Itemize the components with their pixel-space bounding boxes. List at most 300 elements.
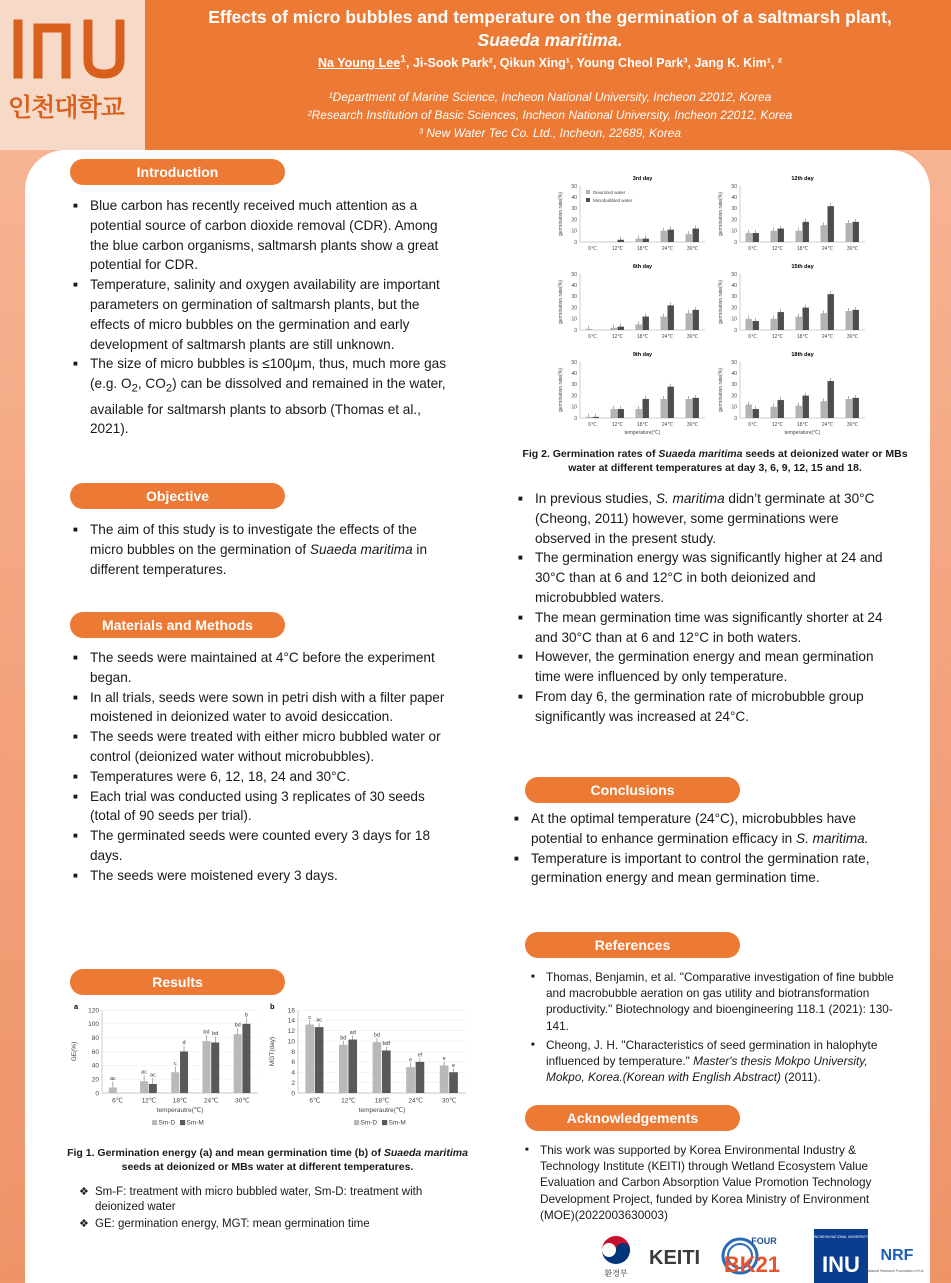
data-label: bd bbox=[340, 1035, 347, 1042]
bar bbox=[778, 312, 784, 330]
legend-swatch bbox=[354, 1120, 359, 1125]
moe-label: 환경부 bbox=[604, 1269, 628, 1278]
x-tick-label: 6℃ bbox=[309, 1097, 321, 1105]
legend-label: Microbubbled water bbox=[593, 198, 633, 203]
panel-title: 15th day bbox=[791, 264, 814, 270]
y-tick-label: 0 bbox=[574, 327, 577, 334]
list-item: ■ The seeds were treated with either micro bubbled water or control (deionized water without microbubbles). bbox=[73, 727, 453, 767]
data-label: c bbox=[173, 1060, 177, 1067]
y-tick-label: 80 bbox=[91, 1034, 99, 1042]
bar bbox=[661, 399, 667, 418]
bar bbox=[668, 387, 674, 418]
legend-label: Sm-D bbox=[158, 1119, 176, 1127]
x-tick-label: 12℃ bbox=[611, 422, 624, 428]
y-tick-label: 40 bbox=[571, 370, 577, 377]
y-tick-label: 50 bbox=[731, 271, 737, 278]
y-tick-label: 40 bbox=[731, 370, 737, 377]
y-tick-label: 40 bbox=[731, 282, 737, 289]
list-item bbox=[73, 520, 448, 579]
list-item: ■ The seeds were moistened every 3 days. bbox=[73, 866, 453, 886]
bar bbox=[746, 319, 752, 330]
y-tick-label: 0 bbox=[734, 239, 737, 246]
other-authors: , Ji-Sook Park², Qikun Xing¹, Young Cheol Park³, Jang K. Kim¹, ² bbox=[406, 56, 782, 71]
bar-chart bbox=[718, 352, 865, 436]
bar bbox=[242, 1024, 250, 1093]
subscript: 2 bbox=[131, 382, 138, 395]
bar bbox=[668, 230, 674, 242]
text-run: , CO bbox=[137, 376, 166, 392]
list-item: ■ From day 6, the germination rate of microbubble group significantly was increased at 24°C. bbox=[518, 687, 896, 727]
nrf-text: NRF bbox=[880, 1247, 914, 1264]
data-label: e bbox=[442, 1056, 446, 1063]
text-run: seeds at deionized or MBs water at different temperatures. bbox=[121, 1161, 414, 1173]
y-tick-label: 0 bbox=[574, 415, 577, 422]
x-tick-label: 6℃ bbox=[588, 422, 597, 428]
panel-label: b bbox=[270, 1003, 275, 1011]
x-tick-label: 30℃ bbox=[235, 1097, 250, 1105]
x-tick-label: 18℃ bbox=[172, 1097, 188, 1105]
x-tick-label: 6℃ bbox=[748, 334, 757, 340]
y-tick-label: 100 bbox=[88, 1021, 99, 1029]
y-tick-label: 16 bbox=[287, 1007, 295, 1015]
y-tick-label: 120 bbox=[88, 1007, 99, 1015]
bar-chart bbox=[558, 264, 705, 340]
moe-logo bbox=[602, 1236, 630, 1278]
y-tick-label: 50 bbox=[571, 271, 577, 278]
data-label: ef bbox=[417, 1052, 423, 1059]
reference-item: ■ Thomas, Benjamin, et al. "Comparative investigation of fine bubble and macrobubble aeration on gas utility and biotransformation productivity." Biotechnology and bioengineering 118.1 (2021): 130-141. bbox=[530, 969, 895, 1034]
y-tick-label: 10 bbox=[731, 228, 737, 235]
list-item: ■ The germination energy was significantly higher at 24 and 30°C than at 6 and 12°C in both deionized and microbubbled waters. bbox=[518, 548, 896, 607]
bk21-logo bbox=[723, 1236, 780, 1277]
bar bbox=[149, 1084, 157, 1093]
y-tick-label: 14 bbox=[287, 1017, 295, 1025]
data-label: ac bbox=[141, 1069, 147, 1076]
bar bbox=[853, 222, 859, 242]
y-tick-label: 6 bbox=[291, 1059, 295, 1067]
introduction-heading: Introduction bbox=[70, 159, 285, 185]
bar-chart bbox=[558, 352, 705, 436]
bar bbox=[753, 321, 759, 330]
author-sup: 1 bbox=[400, 54, 406, 65]
text-run: At the optimal temperature (24°C), microbubbles have potential to enhance germination efficacy in bbox=[531, 811, 857, 846]
x-tick-label: 30℃ bbox=[686, 422, 699, 428]
x-tick-label: 24℃ bbox=[821, 422, 834, 428]
references-list bbox=[530, 969, 895, 1088]
inu-small-text: INCHEON NATIONAL UNIVERSITY bbox=[813, 1235, 869, 1239]
x-tick-label: 24℃ bbox=[661, 422, 674, 428]
data-label: bd bbox=[234, 1022, 241, 1029]
objective-heading: Objective bbox=[70, 483, 285, 509]
bar-chart bbox=[71, 1003, 258, 1127]
text-run: seeds at deionized water or MBs water at different temperatures at day 3, 6, 9, 12, 15 and 18. bbox=[568, 448, 908, 474]
panel-title: 9th day bbox=[632, 352, 653, 358]
figure-2-charts bbox=[555, 174, 875, 442]
bar bbox=[348, 1040, 357, 1093]
bar bbox=[778, 229, 784, 242]
x-tick-label: 6℃ bbox=[112, 1097, 124, 1105]
y-axis-label: germination rate(%) bbox=[718, 280, 724, 324]
text-run: In previous studies, bbox=[535, 491, 656, 506]
x-tick-label: 24℃ bbox=[203, 1097, 219, 1105]
x-tick-label: 6℃ bbox=[748, 422, 757, 428]
bar bbox=[828, 206, 834, 242]
bar bbox=[315, 1027, 324, 1093]
bar bbox=[382, 1050, 391, 1093]
x-tick-label: 24℃ bbox=[821, 246, 834, 252]
bar bbox=[305, 1025, 314, 1093]
list-item: ■ Each trial was conducted using 3 replicates of 30 seeds (total of 90 seeds per trial). bbox=[73, 787, 453, 827]
bar bbox=[796, 231, 802, 242]
text-run: Master's thesis Mokpo University, Mokpo, Korea.(Korean with English Abstract) bbox=[546, 1054, 868, 1085]
y-axis-label: germination rate(%) bbox=[558, 192, 564, 236]
bar bbox=[586, 417, 592, 418]
bar bbox=[803, 308, 809, 330]
y-axis-label: germination rate(%) bbox=[718, 368, 724, 412]
data-label: ac bbox=[149, 1072, 156, 1079]
discussion-list bbox=[518, 489, 896, 727]
y-tick-label: 2 bbox=[291, 1079, 295, 1087]
x-tick-label: 18℃ bbox=[636, 334, 649, 340]
bar bbox=[643, 239, 649, 242]
bar bbox=[109, 1087, 117, 1093]
y-tick-label: 10 bbox=[571, 316, 577, 323]
species-name: Suaeda maritima bbox=[309, 541, 413, 557]
x-tick-label: 12℃ bbox=[341, 1097, 356, 1105]
y-tick-label: 8 bbox=[291, 1048, 295, 1056]
legend-label: Sm-M bbox=[186, 1119, 204, 1127]
list-item bbox=[514, 809, 899, 849]
data-label: e bbox=[408, 1057, 413, 1064]
bar bbox=[440, 1066, 449, 1093]
x-tick-label: 30℃ bbox=[686, 246, 699, 252]
y-tick-label: 30 bbox=[571, 294, 577, 301]
x-tick-label: 30℃ bbox=[441, 1097, 457, 1105]
diamond-bullet-icon: ❖ bbox=[79, 1218, 89, 1230]
legend-swatch bbox=[586, 198, 590, 202]
bar bbox=[853, 398, 859, 418]
presenting-author: Na Young Lee bbox=[318, 56, 401, 71]
bar bbox=[618, 409, 624, 418]
y-tick-label: 20 bbox=[571, 393, 577, 400]
x-tick-label: 6℃ bbox=[588, 334, 597, 340]
x-tick-label: 30℃ bbox=[846, 246, 859, 252]
affiliations bbox=[150, 88, 950, 142]
bar bbox=[828, 381, 834, 418]
y-tick-label: 20 bbox=[91, 1076, 99, 1084]
legend-swatch bbox=[152, 1120, 157, 1125]
bar bbox=[796, 406, 802, 418]
x-tick-label: 24℃ bbox=[821, 334, 834, 340]
bar bbox=[803, 396, 809, 418]
diamond-bullet-icon: ❖ bbox=[79, 1186, 89, 1198]
bar bbox=[339, 1045, 348, 1093]
text-run: Fig 1. Germination energy (a) and mean germination time (b) of bbox=[67, 1147, 384, 1159]
inu-sponsor-logo bbox=[814, 1229, 869, 1283]
x-axis-label: temperautre(℃) bbox=[358, 1107, 406, 1114]
y-tick-label: 50 bbox=[731, 359, 737, 366]
bar bbox=[611, 409, 617, 418]
bar bbox=[586, 329, 592, 330]
abbreviation-note bbox=[79, 1185, 465, 1215]
y-tick-label: 10 bbox=[731, 404, 737, 411]
y-tick-label: 30 bbox=[571, 382, 577, 389]
bar bbox=[211, 1043, 219, 1093]
x-axis-label: temperature(℃) bbox=[784, 430, 821, 436]
y-tick-label: 12 bbox=[287, 1028, 295, 1036]
bar bbox=[803, 222, 809, 242]
note-text: Sm-F: treatment with micro bubbled water, Sm-D: treatment with deionized water bbox=[95, 1186, 423, 1213]
figure-1-caption bbox=[60, 1146, 475, 1174]
y-tick-label: 4 bbox=[291, 1069, 295, 1077]
bar bbox=[636, 324, 642, 330]
y-tick-label: 10 bbox=[287, 1038, 295, 1046]
bar bbox=[611, 328, 617, 330]
affiliation: ²Research Institution of Basic Sciences, Incheon National University, Incheon 22012, Korea bbox=[307, 108, 793, 122]
bar bbox=[636, 239, 642, 242]
y-tick-label: 0 bbox=[734, 327, 737, 334]
title-species: Suaeda maritima. bbox=[477, 30, 623, 50]
list-item bbox=[73, 354, 448, 439]
objective-list bbox=[73, 520, 448, 579]
panel-title: 6th day bbox=[632, 264, 653, 270]
x-tick-label: 18℃ bbox=[796, 422, 809, 428]
bar bbox=[643, 317, 649, 330]
bar bbox=[693, 229, 699, 242]
keiti-logo: KEITI bbox=[649, 1247, 701, 1269]
x-tick-label: 24℃ bbox=[661, 334, 674, 340]
author-list bbox=[150, 54, 950, 70]
x-tick-label: 24℃ bbox=[408, 1097, 423, 1105]
y-tick-label: 0 bbox=[734, 415, 737, 422]
figure-1-charts bbox=[68, 1003, 473, 1141]
y-tick-label: 50 bbox=[731, 183, 737, 190]
legend-label: Deionized water bbox=[593, 190, 626, 195]
x-tick-label: 12℃ bbox=[611, 334, 624, 340]
bar bbox=[771, 231, 777, 242]
logo-korean-name: 인천대학교 bbox=[8, 93, 124, 122]
legend-label: Sm-M bbox=[388, 1119, 406, 1127]
x-tick-label: 12℃ bbox=[611, 246, 624, 252]
bar bbox=[373, 1042, 382, 1093]
y-axis-label: MGT(day) bbox=[269, 1036, 276, 1067]
y-tick-label: 40 bbox=[571, 194, 577, 201]
y-tick-label: 60 bbox=[91, 1048, 99, 1056]
x-tick-label: 6℃ bbox=[748, 246, 757, 252]
bar-chart bbox=[558, 176, 705, 252]
bar-chart bbox=[718, 176, 865, 252]
legend-label: Sm-D bbox=[360, 1119, 378, 1127]
y-tick-label: 30 bbox=[731, 294, 737, 301]
panel-title: 12th day bbox=[791, 176, 814, 182]
y-tick-label: 20 bbox=[571, 217, 577, 224]
bar bbox=[686, 234, 692, 242]
bar bbox=[234, 1034, 242, 1093]
bar bbox=[416, 1062, 425, 1093]
x-tick-label: 12℃ bbox=[141, 1097, 157, 1105]
panel-title: 18th day bbox=[791, 352, 814, 358]
y-tick-label: 10 bbox=[731, 316, 737, 323]
x-axis-label: temperature(℃) bbox=[624, 430, 661, 436]
data-label: bd bbox=[373, 1032, 380, 1039]
bar bbox=[618, 327, 624, 330]
y-tick-label: 20 bbox=[731, 305, 737, 312]
inu-text: INU bbox=[822, 1252, 860, 1277]
references-heading: References bbox=[525, 932, 740, 958]
bar bbox=[686, 313, 692, 330]
data-label: c bbox=[308, 1015, 312, 1022]
note-text: GE: germination energy, MGT: mean germination time bbox=[95, 1218, 370, 1230]
bar bbox=[796, 317, 802, 330]
methods-list bbox=[73, 648, 453, 886]
bar bbox=[828, 294, 834, 330]
bar bbox=[778, 400, 784, 418]
list-item: ■ However, the germination energy and mean germination time were influenced by only temperature. bbox=[518, 647, 896, 687]
text-run: in different temperatures. bbox=[90, 541, 428, 577]
y-tick-label: 50 bbox=[571, 183, 577, 190]
subscript: 2 bbox=[165, 382, 173, 395]
y-axis-label: GE(%) bbox=[71, 1041, 78, 1062]
species-name: Suaeda maritima bbox=[658, 448, 743, 460]
affiliation: ¹Department of Marine Science, Incheon National University, Incheon 22012, Korea bbox=[328, 90, 772, 104]
y-axis-label: germination rate(%) bbox=[558, 368, 564, 412]
list-item: ■ The seeds were maintained at 4°C before the experiment began. bbox=[73, 648, 453, 688]
conclusions-list bbox=[514, 809, 899, 888]
y-tick-label: 40 bbox=[731, 194, 737, 201]
inu-logo-icon bbox=[10, 14, 132, 84]
bk21-four: FOUR bbox=[751, 1236, 777, 1246]
list-item: ■ The germinated seeds were counted every 3 days for 18 days. bbox=[73, 826, 453, 866]
data-label: ac bbox=[316, 1017, 323, 1024]
y-axis-label: germination rate(%) bbox=[558, 280, 564, 324]
bar bbox=[140, 1081, 148, 1093]
bar bbox=[771, 407, 777, 418]
y-tick-label: 0 bbox=[95, 1090, 99, 1098]
acknowledgements-heading: Acknowledgements bbox=[525, 1105, 740, 1131]
results-heading: Results bbox=[70, 969, 285, 995]
x-tick-label: 30℃ bbox=[846, 334, 859, 340]
bar bbox=[821, 401, 827, 418]
bar bbox=[746, 233, 752, 242]
text-run: ) can be dissolved and remained in the water, available for saltmarsh plants to absorb (Thomas et al., 2021). bbox=[90, 376, 446, 437]
reference-item bbox=[530, 1037, 895, 1086]
sponsor-logos bbox=[592, 1228, 924, 1283]
bar bbox=[171, 1072, 179, 1093]
bar bbox=[821, 225, 827, 242]
methods-heading: Materials and Methods bbox=[70, 612, 285, 638]
bar bbox=[668, 305, 674, 330]
bar bbox=[746, 405, 752, 418]
panel-title: 3rd day bbox=[632, 176, 653, 182]
bar bbox=[771, 319, 777, 330]
y-tick-label: 30 bbox=[731, 382, 737, 389]
affiliation: ³ New Water Tec Co. Ltd., Incheon, 22689, Korea bbox=[418, 126, 682, 140]
logo-text: INU bbox=[10, 14, 12, 15]
bk21-text: BK21 bbox=[723, 1252, 781, 1277]
bar bbox=[618, 240, 624, 242]
y-tick-label: 20 bbox=[571, 305, 577, 312]
bar bbox=[593, 417, 599, 418]
nrf-logo bbox=[866, 1229, 924, 1283]
data-label: e bbox=[451, 1062, 456, 1069]
text-run: The size of micro bubbles is ≤100μm, thus, much more gas (e.g. O bbox=[90, 356, 447, 392]
university-logo bbox=[0, 0, 145, 150]
y-tick-label: 30 bbox=[571, 206, 577, 213]
y-tick-label: 0 bbox=[574, 239, 577, 246]
x-tick-label: 12℃ bbox=[771, 422, 784, 428]
y-tick-label: 20 bbox=[731, 393, 737, 400]
species-name: S. maritima. bbox=[796, 830, 869, 846]
x-axis-label: temperautre(℃) bbox=[156, 1107, 204, 1114]
abbreviation-note bbox=[79, 1217, 465, 1232]
list-item: ■ Blue carbon has recently received much attention as a potential source of carbon dioxide removal (CDR). Among the blue carbon organisms, saltmarsh plants show a great potential for CDR. bbox=[73, 196, 448, 275]
legend-swatch bbox=[586, 190, 590, 194]
y-tick-label: 10 bbox=[571, 404, 577, 411]
x-tick-label: 18℃ bbox=[796, 246, 809, 252]
y-tick-label: 10 bbox=[571, 228, 577, 235]
x-tick-label: 12℃ bbox=[771, 334, 784, 340]
list-item: ■ Temperatures were 6, 12, 18, 24 and 30°C. bbox=[73, 767, 453, 787]
y-axis-label: germination rate(%) bbox=[718, 192, 724, 236]
data-label: b bbox=[244, 1012, 248, 1019]
bar bbox=[406, 1067, 415, 1093]
x-tick-label: 12℃ bbox=[771, 246, 784, 252]
bar bbox=[180, 1052, 188, 1094]
figure-2-caption bbox=[520, 447, 910, 475]
text-run: Fig 2. Germination rates of bbox=[522, 448, 659, 460]
list-item: ■ In all trials, seeds were sown in petri dish with a filter paper moistened in deionized water to avoid desiccation. bbox=[73, 688, 453, 728]
x-tick-label: 24℃ bbox=[661, 246, 674, 252]
x-tick-label: 30℃ bbox=[686, 334, 699, 340]
list-item: ■ Temperature is important to control the germination rate, germination energy and mean germination time. bbox=[514, 849, 899, 889]
bar bbox=[693, 310, 699, 330]
list-item: ■ Temperature, salinity and oxygen availability are important parameters on germination of saltmarsh plants, but the effects of micro bubbles on the germination and early development of saltmarsh plants are still unknown. bbox=[73, 275, 448, 354]
bar-chart bbox=[718, 264, 865, 340]
bar bbox=[693, 398, 699, 418]
text-run: The aim of this study is to investigate the effects of the micro bubbles on the germination of bbox=[90, 522, 417, 557]
bar bbox=[202, 1041, 210, 1093]
data-label: bd bbox=[203, 1029, 210, 1036]
bar bbox=[846, 311, 852, 330]
data-label: d bbox=[182, 1040, 186, 1046]
acknowledgements-list bbox=[524, 1142, 896, 1226]
introduction-list bbox=[73, 196, 448, 439]
x-tick-label: 18℃ bbox=[374, 1097, 390, 1105]
bar bbox=[846, 223, 852, 242]
title-line: Effects of micro bubbles and temperature on the germination of a saltmarsh plant, bbox=[208, 7, 892, 27]
bar bbox=[661, 231, 667, 242]
data-label: ad bbox=[349, 1030, 356, 1037]
bar bbox=[449, 1072, 458, 1093]
x-tick-label: 6℃ bbox=[588, 246, 597, 252]
acknowledgement-text: ■ This work was supported by Korea Environmental Industry & Technology Institute (KEITI) through Wetland Ecosystem Value Evaluation and Carbon Absorption Value Promotion Technology Development Project, funded by Korea Ministry of Environment (MOE)(2022003630003) bbox=[524, 1142, 896, 1223]
x-tick-label: 18℃ bbox=[796, 334, 809, 340]
panel-label: a bbox=[74, 1003, 79, 1011]
y-tick-label: 40 bbox=[91, 1062, 99, 1070]
bar bbox=[636, 409, 642, 418]
nrf-subtext: National Research Foundation of Korea bbox=[866, 1269, 924, 1273]
x-tick-label: 18℃ bbox=[636, 422, 649, 428]
data-label: ac bbox=[109, 1075, 116, 1082]
conclusions-heading: Conclusions bbox=[525, 777, 740, 803]
bar bbox=[753, 409, 759, 418]
legend-swatch bbox=[382, 1120, 387, 1125]
bar bbox=[643, 399, 649, 418]
bar bbox=[846, 399, 852, 418]
species-name: Suaeda maritima bbox=[383, 1147, 468, 1159]
poster-title bbox=[150, 6, 950, 52]
bar-chart bbox=[269, 1003, 466, 1127]
